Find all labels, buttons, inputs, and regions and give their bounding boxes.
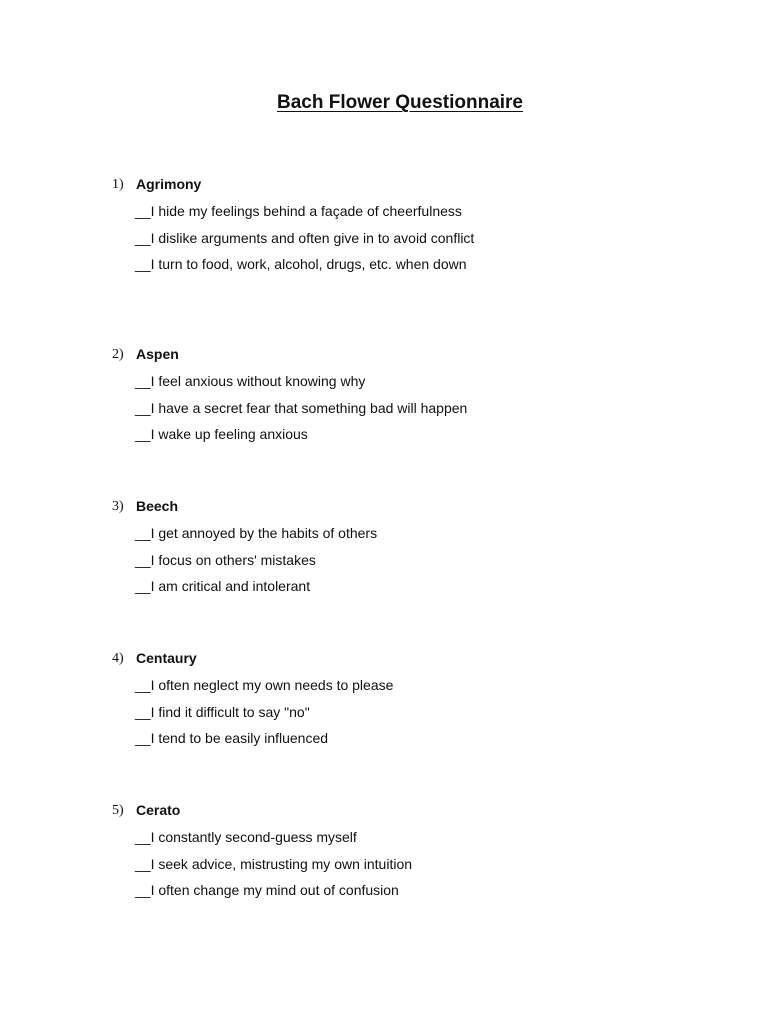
checklist-item[interactable]: [135, 426, 308, 442]
item-text: I get annoyed by the habits of others: [150, 525, 378, 541]
section-heading: [0, 650, 768, 670]
page-title: Bach Flower Questionnaire: [277, 92, 523, 113]
item-text: I wake up feeling anxious: [150, 426, 308, 442]
item-text: I seek advice, mistrusting my own intuition: [150, 856, 413, 872]
item-text: I focus on others' mistakes: [150, 552, 316, 568]
section-number: 4): [112, 651, 124, 666]
answer-blank[interactable]: __: [135, 400, 151, 416]
checklist-item[interactable]: [135, 730, 328, 746]
answer-blank[interactable]: __: [135, 730, 151, 746]
answer-blank[interactable]: __: [135, 525, 151, 541]
checklist-item[interactable]: [135, 230, 474, 246]
answer-blank[interactable]: __: [135, 829, 151, 845]
section-heading: [0, 802, 768, 822]
section-heading: [0, 498, 768, 518]
answer-blank[interactable]: __: [135, 856, 151, 872]
item-text: I often neglect my own needs to please: [150, 677, 394, 693]
item-text: I have a secret fear that something bad will happen: [150, 400, 468, 416]
section-number: 1): [112, 177, 124, 192]
item-text: I find it difficult to say "no": [150, 704, 310, 720]
checklist-item[interactable]: [135, 525, 377, 541]
answer-blank[interactable]: __: [135, 373, 151, 389]
answer-blank[interactable]: __: [135, 677, 151, 693]
section-heading: [0, 176, 768, 196]
flower-name: Beech: [136, 498, 179, 514]
answer-blank[interactable]: __: [135, 256, 151, 272]
section-number: 5): [112, 803, 124, 818]
checklist-item[interactable]: [135, 882, 399, 898]
section-number: 3): [112, 499, 124, 514]
checklist-item[interactable]: [135, 677, 393, 693]
checklist-item[interactable]: [135, 203, 462, 219]
item-text: I turn to food, work, alcohol, drugs, etc. when down: [150, 256, 467, 272]
item-text: I feel anxious without knowing why: [150, 373, 366, 389]
checklist-item[interactable]: [135, 829, 357, 845]
item-text: I hide my feelings behind a façade of cheerfulness: [150, 203, 462, 219]
flower-name: Agrimony: [136, 176, 202, 192]
answer-blank[interactable]: __: [135, 704, 151, 720]
section-heading: [0, 346, 768, 366]
section-number: 2): [112, 347, 124, 362]
answer-blank[interactable]: __: [135, 578, 151, 594]
checklist-item[interactable]: [135, 578, 310, 594]
answer-blank[interactable]: __: [135, 552, 151, 568]
checklist-item[interactable]: [135, 256, 467, 272]
answer-blank[interactable]: __: [135, 230, 151, 246]
answer-blank[interactable]: __: [135, 426, 151, 442]
answer-blank[interactable]: __: [135, 203, 151, 219]
checklist-item[interactable]: [135, 704, 310, 720]
item-text: I constantly second-guess myself: [150, 829, 357, 845]
flower-name: Cerato: [136, 802, 181, 818]
flower-name: Aspen: [136, 346, 179, 362]
checklist-item[interactable]: [135, 400, 467, 416]
item-text: I tend to be easily influenced: [150, 730, 329, 746]
item-text: I dislike arguments and often give in to avoid conflict: [150, 230, 475, 246]
item-text: I often change my mind out of confusion: [150, 882, 399, 898]
item-text: I am critical and intolerant: [150, 578, 311, 594]
checklist-item[interactable]: [135, 856, 412, 872]
checklist-item[interactable]: [135, 373, 365, 389]
answer-blank[interactable]: __: [135, 882, 151, 898]
flower-name: Centaury: [136, 650, 197, 666]
checklist-item[interactable]: [135, 552, 316, 568]
